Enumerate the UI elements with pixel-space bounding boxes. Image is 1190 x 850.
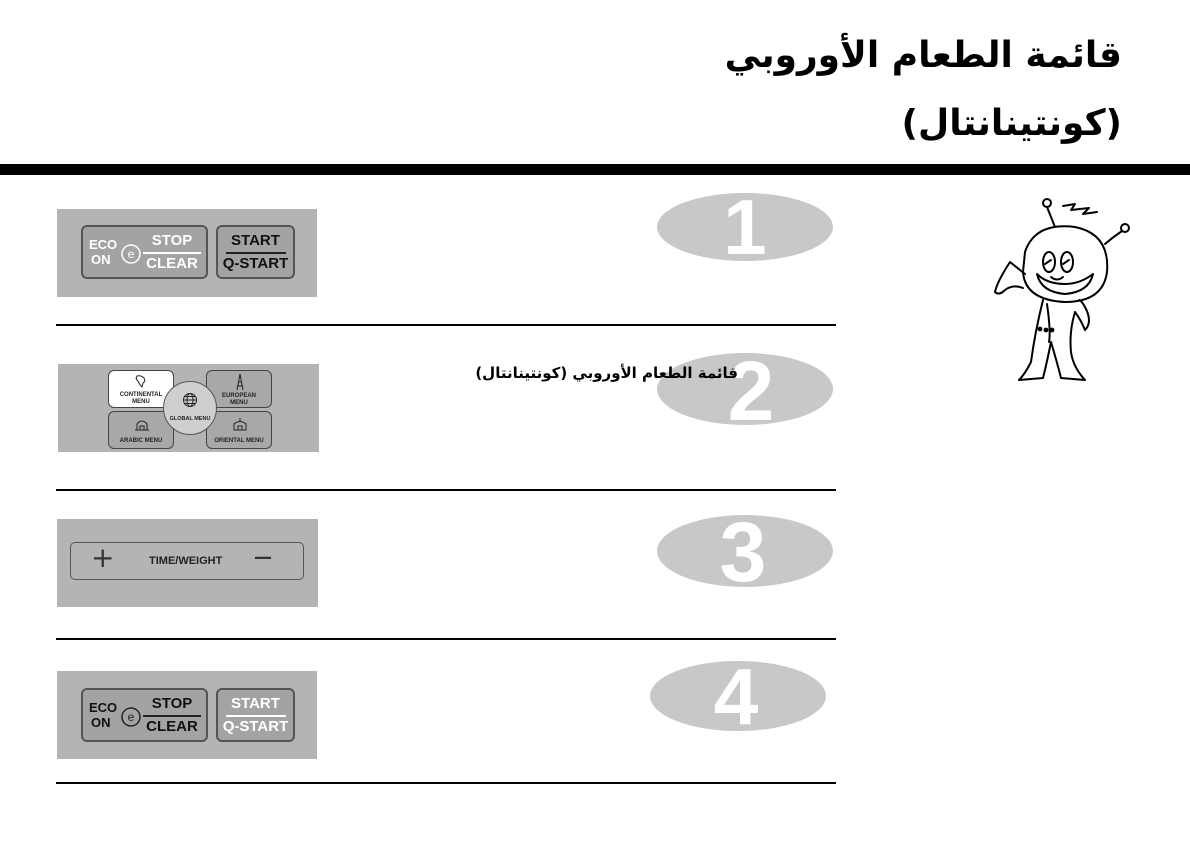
step-3-number: 3 <box>719 513 767 589</box>
stop-label: STOP <box>151 695 193 712</box>
globe-icon <box>182 392 198 408</box>
mascot-icon <box>985 192 1135 387</box>
divider <box>56 782 836 784</box>
divider <box>56 324 836 326</box>
global-menu-dial[interactable]: GLOBAL MENU <box>163 381 217 435</box>
step-4-panel <box>57 671 317 759</box>
start-label: START <box>231 232 280 249</box>
page-subtitle: (كونتينانتال) <box>901 103 1122 144</box>
divider <box>56 489 836 491</box>
svg-text:e: e <box>127 247 135 261</box>
stop-label: STOP <box>151 232 193 249</box>
step-3-badge <box>655 513 835 589</box>
continent-icon <box>134 374 148 388</box>
start-label: START <box>231 695 280 712</box>
step-3-panel <box>57 519 318 607</box>
header-bar <box>0 164 1190 175</box>
step-1-panel <box>57 209 317 297</box>
on-label: ON <box>91 715 111 730</box>
stop-clear-button[interactable] <box>81 688 208 742</box>
pagoda-icon <box>232 416 248 432</box>
time-weight-control <box>70 542 304 580</box>
eiffel-tower-icon <box>233 373 247 391</box>
start-button[interactable] <box>216 688 295 742</box>
step-4-number: 4 <box>713 660 759 733</box>
clear-label: CLEAR <box>146 718 198 735</box>
step-4-badge <box>648 660 828 733</box>
european-menu-button[interactable]: EUROPEAN MENU <box>206 370 272 408</box>
clear-label: CLEAR <box>146 255 198 272</box>
step-2-panel <box>58 364 319 452</box>
qstart-label: Q-START <box>222 255 289 272</box>
step-2-instruction: قائمة الطعام الأوروبي (كونتينانتال) <box>475 364 738 382</box>
on-label: ON <box>91 252 111 267</box>
plus-button[interactable]: + <box>91 541 115 574</box>
step-2-number: 2 <box>727 352 775 427</box>
page-title: قائمة الطعام الأوروبي <box>724 35 1122 76</box>
continental-menu-button[interactable]: CONTINENTAL MENU <box>108 370 174 408</box>
mosque-icon <box>134 416 150 432</box>
divider <box>56 638 836 640</box>
time-weight-label: TIME/WEIGHT <box>149 555 223 567</box>
minus-button[interactable]: — <box>254 547 272 568</box>
step-1-badge <box>655 192 835 262</box>
eco-label: ECO <box>89 237 118 252</box>
start-button[interactable] <box>216 225 295 279</box>
stop-clear-button[interactable] <box>81 225 208 279</box>
qstart-label: Q-START <box>222 718 289 735</box>
arabic-menu-button[interactable]: ARABIC MENU <box>108 411 174 449</box>
eco-label: ECO <box>89 700 118 715</box>
step-1-number: 1 <box>723 192 767 262</box>
svg-text:e: e <box>127 710 135 724</box>
oriental-menu-button[interactable]: ORIENTAL MENU <box>206 411 272 449</box>
